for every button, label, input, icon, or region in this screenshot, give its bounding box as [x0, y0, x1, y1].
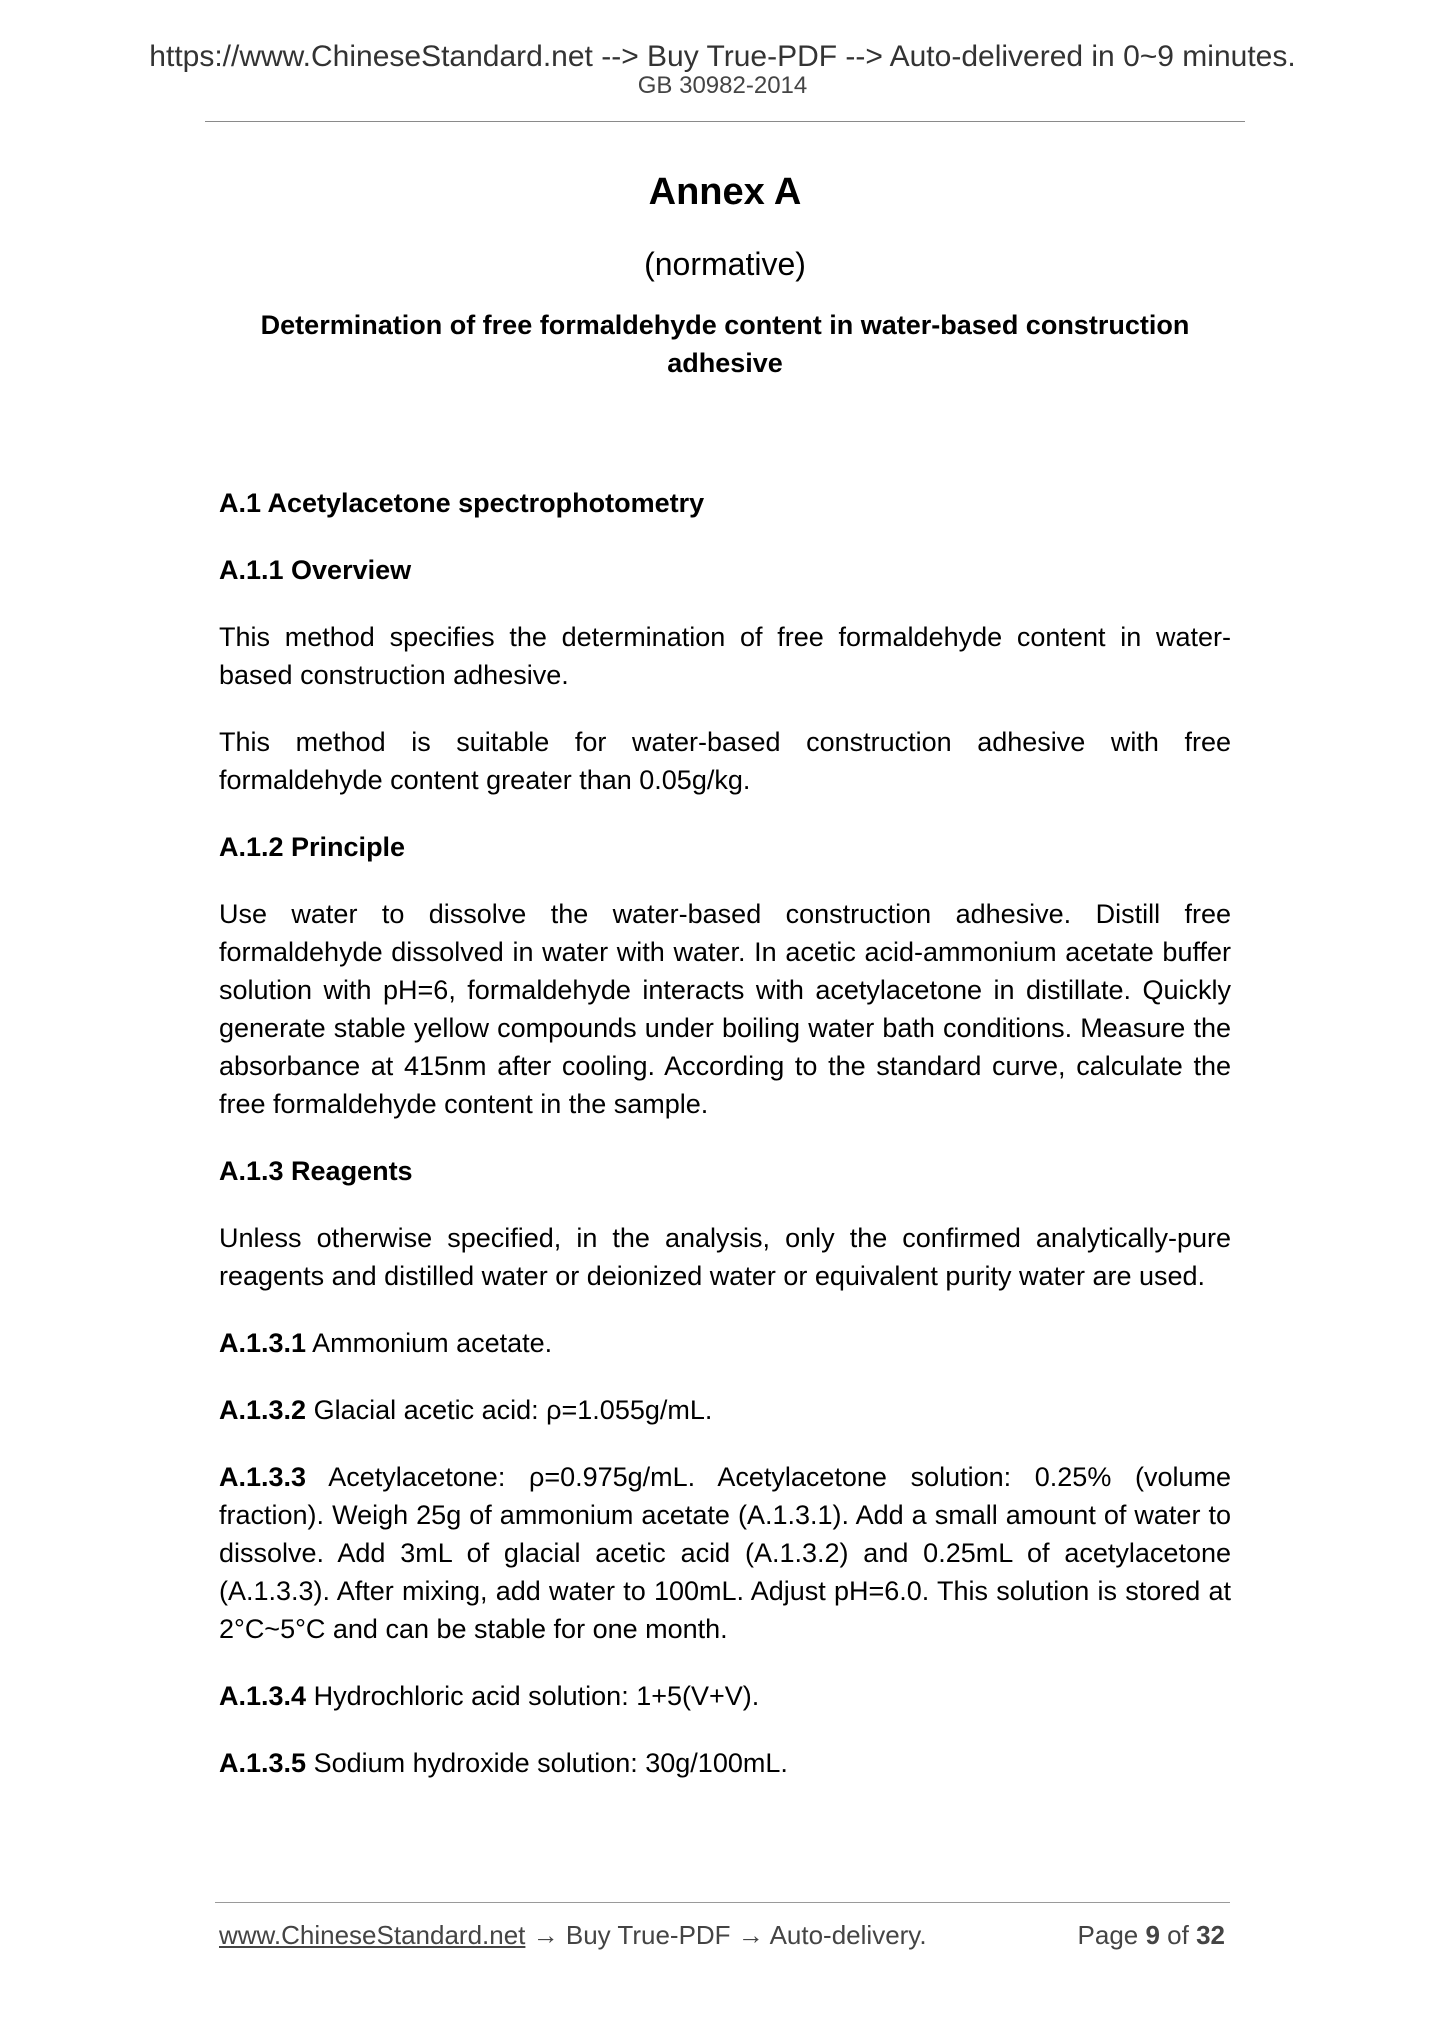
reagent-item-label: A.1.3.3 — [219, 1462, 307, 1492]
reagent-item-label: A.1.3.5 — [219, 1748, 307, 1778]
footer-tagline: → Buy True-PDF → Auto-delivery. — [525, 1920, 927, 1950]
reagent-item — [219, 1744, 1231, 1782]
paragraph-a11-scope: This method specifies the determination of free formaldehyde content in water-based construction adhesive. — [219, 622, 1231, 690]
page-word: Page — [1077, 1920, 1146, 1950]
top-banner: https://www.ChineseStandard.net --> Buy True-PDF --> Auto-delivered in 0~9 minutes. — [149, 40, 1296, 73]
document-code: GB 30982-2014 — [637, 72, 808, 99]
footer-promo — [219, 1920, 927, 1951]
section-heading-a11: A.1.1 Overview — [219, 555, 412, 585]
section-heading-a12: A.1.2 Principle — [219, 832, 406, 862]
reagent-item-text: Sodium hydroxide solution: 30g/100mL. — [306, 1748, 788, 1778]
annex-subtitle: (normative) — [644, 246, 806, 282]
footer-site-link[interactable]: www.ChineseStandard.net — [219, 1920, 526, 1950]
annex-title: Annex A — [648, 171, 802, 213]
section-heading-a13: A.1.3 Reagents — [219, 1156, 413, 1186]
reagent-item-text: Hydrochloric acid solution: 1+5(V+V). — [306, 1681, 760, 1711]
reagent-item-text: Glacial acetic acid: ρ=1.055g/mL. — [306, 1395, 713, 1425]
paragraph-a12-principle: Use water to dissolve the water-based construction adhesive. Distill free formaldehyde dissolved in water with water. In acetic acid-ammonium acetate buffer solution with pH=6, formaldehyde interacts with acetylacetone in distillate. Quickly generate stable yellow compounds under boiling water bath conditions. Measure the absorbance at 415nm after cooling. According to the standard curve, calculate the free formaldehyde content in the sample. — [219, 899, 1231, 1119]
page-indicator — [1078, 1920, 1225, 1951]
paragraph-a11-suitability: This method is suitable for water-based construction adhesive with free formaldehyde content greater than 0.05g/kg. — [219, 727, 1231, 795]
reagent-item-label: A.1.3.2 — [219, 1395, 307, 1425]
reagent-item — [219, 1324, 1231, 1362]
paragraph-a13-intro: Unless otherwise specified, in the analysis, only the confirmed analytically-pure reagents and distilled water or deionized water or equivalent purity water are used. — [219, 1223, 1231, 1291]
reagent-item — [219, 1677, 1231, 1715]
page-content — [219, 166, 1231, 1782]
header-divider — [205, 121, 1245, 122]
reagent-item-text: Ammonium acetate. — [306, 1328, 553, 1358]
of-word: of — [1159, 1920, 1197, 1950]
reagent-item-label: A.1.3.4 — [219, 1681, 307, 1711]
page-current: 9 — [1145, 1920, 1160, 1950]
reagent-item — [219, 1458, 1231, 1648]
footer-divider — [215, 1902, 1230, 1903]
section-heading-a1: A.1 Acetylacetone spectrophotometry — [219, 488, 705, 518]
reagent-item-label: A.1.3.1 — [219, 1328, 307, 1358]
annex-description: Determination of free formaldehyde content in water-based construction adhesive — [260, 310, 1190, 378]
reagent-item-text: Acetylacetone: ρ=0.975g/mL. Acetylacetone solution: 0.25% (volume fraction). Weigh 25g of ammonium acetate (A.1.3.1). Add a small amount of water to dissolve. Add 3mL of glacial acetic acid (A.1.3.2) and 0.25mL of acetylacetone (A.1.3.3). After mixing, add water to 100mL. Adjust pH=6.0. This solution is stored at 2°C~5°C and can be stable for one month. — [219, 1462, 1231, 1644]
page-total: 32 — [1196, 1920, 1225, 1950]
reagent-item — [219, 1391, 1231, 1429]
